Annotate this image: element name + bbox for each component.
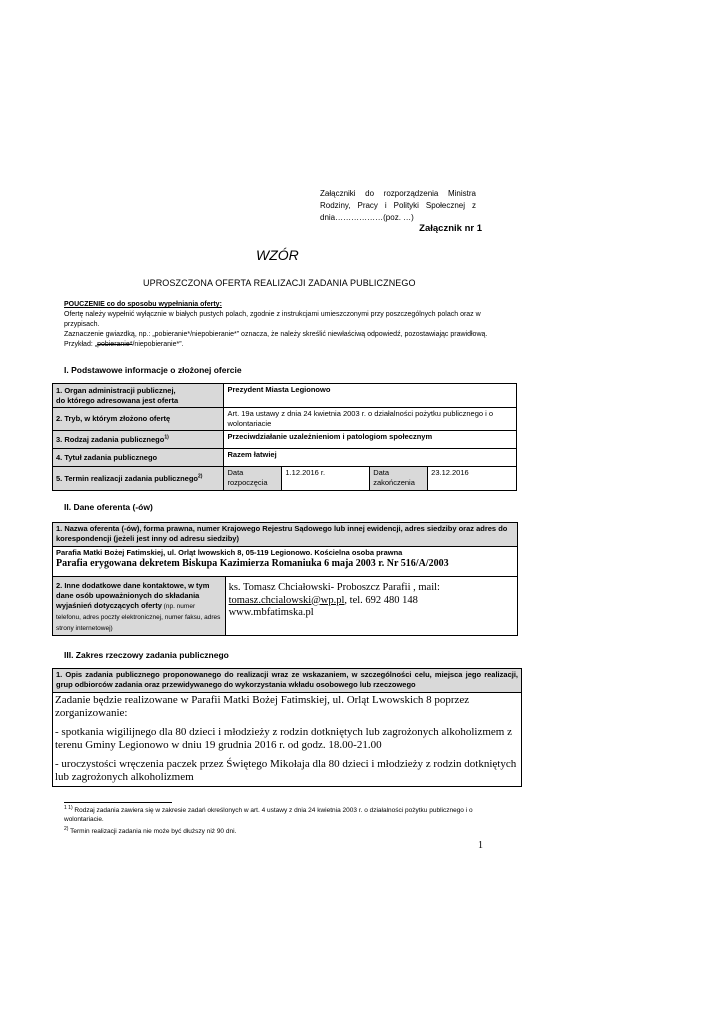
mode-label: 2. Tryb, w którym złożono ofertę [53,408,224,431]
instructions-line-2 [64,330,494,350]
table-row [53,431,517,449]
offeror-name-value[interactable] [53,547,518,577]
contact-value[interactable] [225,577,517,636]
start-date-label: Data rozpoczęcia [224,467,282,491]
footnote-2-text: Termin realizacji zadania nie może być dłuższy niż 90 dni. [68,828,237,835]
contact-label-bold: 2. Inne dodatkowe dane kontaktowe, w tym dane osób upoważnionych do składania wyjaśnień dotyczących oferty [56,581,210,610]
table-row [53,384,517,408]
contact-phone: , tel. 692 480 148 [344,594,418,606]
instructions-line-2a: Zaznaczenie gwiazdką, np.: „pobieranie*/niepobieranie*” oznacza, że należy skreślić niewłaściwą odpowiedź, pozostawiając prawidłową. Przykład: „ [64,331,488,348]
table-row [53,547,518,577]
task-description-value[interactable] [53,693,522,787]
section-1-title: I. Podstawowe informacje o złożonej ofercie [64,365,242,375]
table-row [53,577,518,636]
table-row [53,408,517,431]
task-type-label [53,431,224,449]
table-row [53,523,518,547]
section-3-table [52,668,522,787]
task-description-p1: Zadanie będzie realizowane w Parafii Matki Bożej Fatimskiej, ul. Orląt Lwowskich 8 poprzez zorganizowanie: [55,694,470,719]
task-description-p3: - uroczystości wręczenia paczek przez Świętego Mikołaja dla 80 dzieci i młodzieży z rodzin dotkniętych lub zagrożonych alkoholizmem [55,758,517,783]
wzor-label: WZÓR [256,247,299,263]
section-1-table [52,383,517,491]
table-row [53,669,522,693]
instructions [64,300,494,350]
contact-email-link[interactable]: tomasz.chcialowski@wp.pl [228,594,345,606]
footnote-divider [64,802,172,803]
task-type-value[interactable]: Przeciwdziałanie uzależnieniom i patologiom społecznym [224,431,517,449]
task-description-p2: - spotkania wigilijnego dla 80 dzieci i młodzieży z rodzin dotkniętych lub zagrożonych alkoholizmem z terenu Gminy Legionowo w dniu 19 grudnia 2016 r. od godz. 18.00-21.00 [55,726,512,751]
offeror-name-line-1: Parafia Matki Bożej Fatimskiej, ul. Orląt lwowskich 8, 05-119 Legionowo. Kościelna osoba prawna [56,548,403,557]
section-3-title: III. Zakres rzeczowy zadania publicznego [64,650,229,660]
table-row [53,449,517,467]
attachment-number: Załącznik nr 1 [419,223,482,234]
task-title-label: 4. Tytuł zadania publicznego [53,449,224,467]
instructions-line-1: Ofertę należy wypełnić wyłącznie w białych pustych polach, zgodnie z instrukcjami umieszczonymi przy poszczególnych polach oraz w przypisach. [64,311,481,328]
section-2-title: II. Dane oferenta (-ów) [64,502,153,512]
organ-value[interactable]: Prezydent Miasta Legionowo [224,384,517,408]
page-number: 1 [478,840,483,851]
contact-person: ks. Tomasz Chciałowski- Proboszcz Parafii , mail: [228,582,440,593]
organ-label: 1. Organ administracji publicznej, do którego adresowana jest oferta [53,384,224,408]
term-label-text: 5. Termin realizacji zadania publicznego [56,473,198,483]
footnote-1 [64,806,504,824]
document-title: UPROSZCZONA OFERTA REALIZACJI ZADANIA PUBLICZNEGO [143,278,416,288]
task-type-label-text: 3. Rodzaj zadania publicznego [56,434,165,444]
contact-website: www.mbfatimska.pl [228,607,314,618]
instructions-line-2b: /niepobieranie*”. [132,341,184,348]
contact-label-small: (np. numer telefonu, adres poczty elektronicznej, numer faksu, adres strony internetowej) [56,603,221,632]
contact-label [53,577,226,636]
footnote-2-mark: 2) [64,825,69,832]
start-date-value[interactable]: 1.12.2016 r. [282,467,370,491]
mode-value[interactable]: Art. 19a ustawy z dnia 24 kwietnia 2003 r. o działalności pożytku publicznego i o wolontariacie [224,408,517,431]
footnote-1-text: Rodzaj zadania zawiera się w zakresie zadań określonych w art. 4 ustawy z dnia 24 kwietnia 2003 r. o działalności pożytku publicznego i o wolontariacie. [64,807,473,823]
footnote-ref-2: 2) [197,473,203,479]
end-date-value[interactable]: 23.12.2016 [428,467,517,491]
task-title-value[interactable]: Razem łatwiej [224,449,517,467]
instructions-strike-example: pobieranie* [97,341,133,348]
footnote-ref-1: 1) [164,434,169,440]
offeror-name-line-2: Parafia erygowana dekretem Biskupa Kazimierza Romaniuka 6 maja 2003 r. Nr 516/A/2003 [56,558,449,569]
end-date-label: Data zakończenia [370,467,428,491]
footnote-2 [64,827,504,836]
task-description-header: 1. Opis zadania publicznego proponowanego do realizacji wraz ze wskazaniem, w szczególności celu, miejsca jego realizacji, grup odbiorców zadania oraz przewidywanego do wykorzystania wkładu osobowego lub rzeczowego [53,669,522,693]
footnote-1-mark: 1 1) [64,804,73,811]
section-2-table [52,522,518,636]
attachment-note: Załączniki do rozporządzenia Ministra Rodziny, Pracy i Polityki Społecznej z dnia………………(poz. …) [320,189,476,222]
contact-email-line [229,595,514,608]
offeror-name-header: 1. Nazwa oferenta (-ów), forma prawna, numer Krajowego Rejestru Sądowego lub innej ewidencji, adres siedziby oraz adres do korespondencji (jeżeli jest inny od adresu siedziby) [53,523,518,547]
term-label [53,467,224,491]
table-row [53,467,517,491]
table-row [53,693,522,787]
instructions-heading: POUCZENIE co do sposobu wypełniania oferty: [64,301,222,308]
